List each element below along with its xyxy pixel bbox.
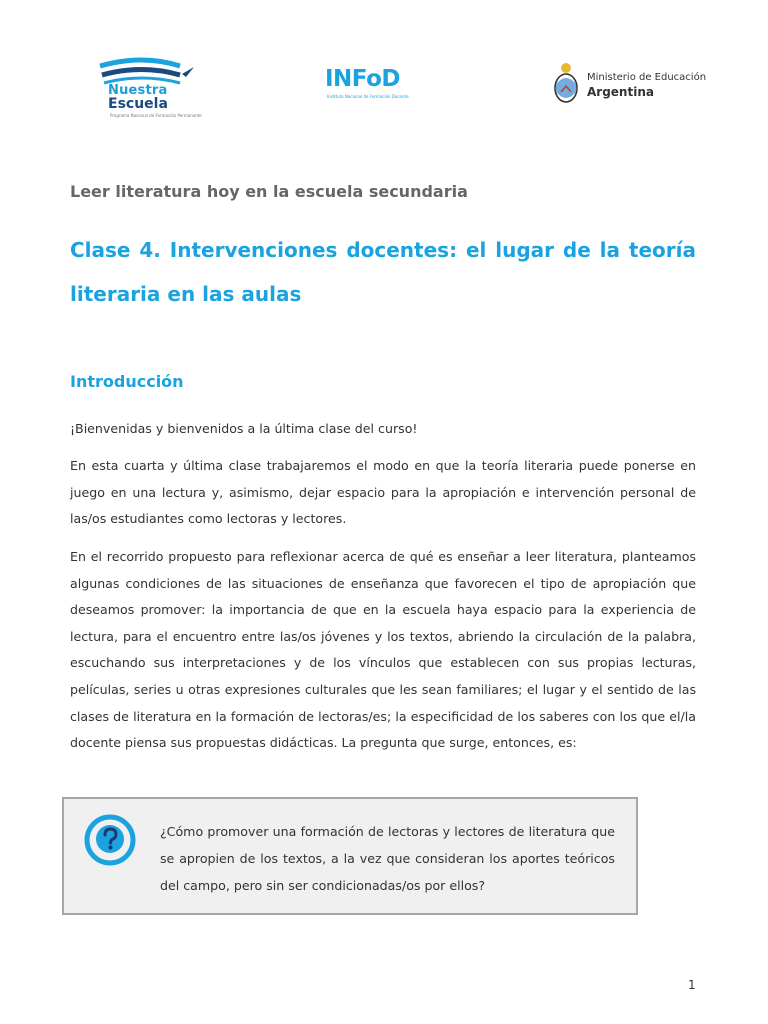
class-title: Clase 4. Intervenciones docentes: el lugar de la teoría literaria en las aulas [70, 238, 696, 306]
ministerio-line2: Argentina [587, 85, 654, 99]
nuestra-escuela-subtitle: Programa Nacional de Formación Permanente [110, 113, 202, 118]
nuestra-escuela-logo [96, 52, 206, 122]
paragraph-recorrido: En el recorrido propuesto para reflexionar acerca de qué es enseñar a leer literatura, planteamos algunas condiciones de las situaciones de enseñanza que favorecen el tipo de apropiación que deseamos promover: la importancia de que en la escuela haya espacio para la experiencia de lectura, para el encuentro entre las/os jóvenes y los textos, abriendo la circulación de la palabra, escuchando sus interpretaciones y de los vínculos que establecen con sus propias lecturas, películas, series u otras expresiones culturales que les sean familiares; el lugar y el sentido de las clases de literatura en la formación de lectoras/es; la especificidad de los saberes con los que el/la docente piensa sus propuestas didácticas. La pregunta que surge, entonces, es: [70, 549, 696, 751]
paragraph-intro: En esta cuarta y última clase trabajaremos el modo en que la teoría literaria puede ponerse en juego en una lectura y, asimismo, dejar espacio para la apropiación e intervención personal de las/os estudiantes como lectoras y lectores. [70, 458, 696, 527]
paragraph-welcome: ¡Bienvenidas y bienvenidos a la última clase del curso! [70, 421, 418, 436]
section-heading: Introducción [70, 372, 184, 391]
page-number: 1 [688, 978, 696, 992]
course-title: Leer literatura hoy en la escuela secundaria [70, 182, 468, 201]
question-text: ¿Cómo promover una formación de lectoras y lectores de literatura que se apropien de los textos, a la vez que consideran los aportes teóricos del campo, pero sin ser condicionadas/os por ellos? [160, 824, 615, 893]
infod-logo [325, 66, 425, 106]
argentina-shield-icon [553, 62, 579, 106]
ministerio-logo [553, 62, 707, 110]
nuestra-escuela-arcs-icon [96, 52, 206, 86]
nuestra-escuela-line2: Escuela [108, 96, 168, 112]
question-circle-icon [84, 814, 136, 866]
infod-name: INFoD [325, 66, 400, 92]
question-box [62, 797, 638, 915]
ministerio-line1: Ministerio de Educación [587, 72, 707, 83]
nuestra-escuela-line1: Nuestra [108, 83, 168, 98]
header-logos [0, 48, 768, 128]
infod-subtitle: Instituto Nacional de Formación Docente [327, 94, 409, 99]
